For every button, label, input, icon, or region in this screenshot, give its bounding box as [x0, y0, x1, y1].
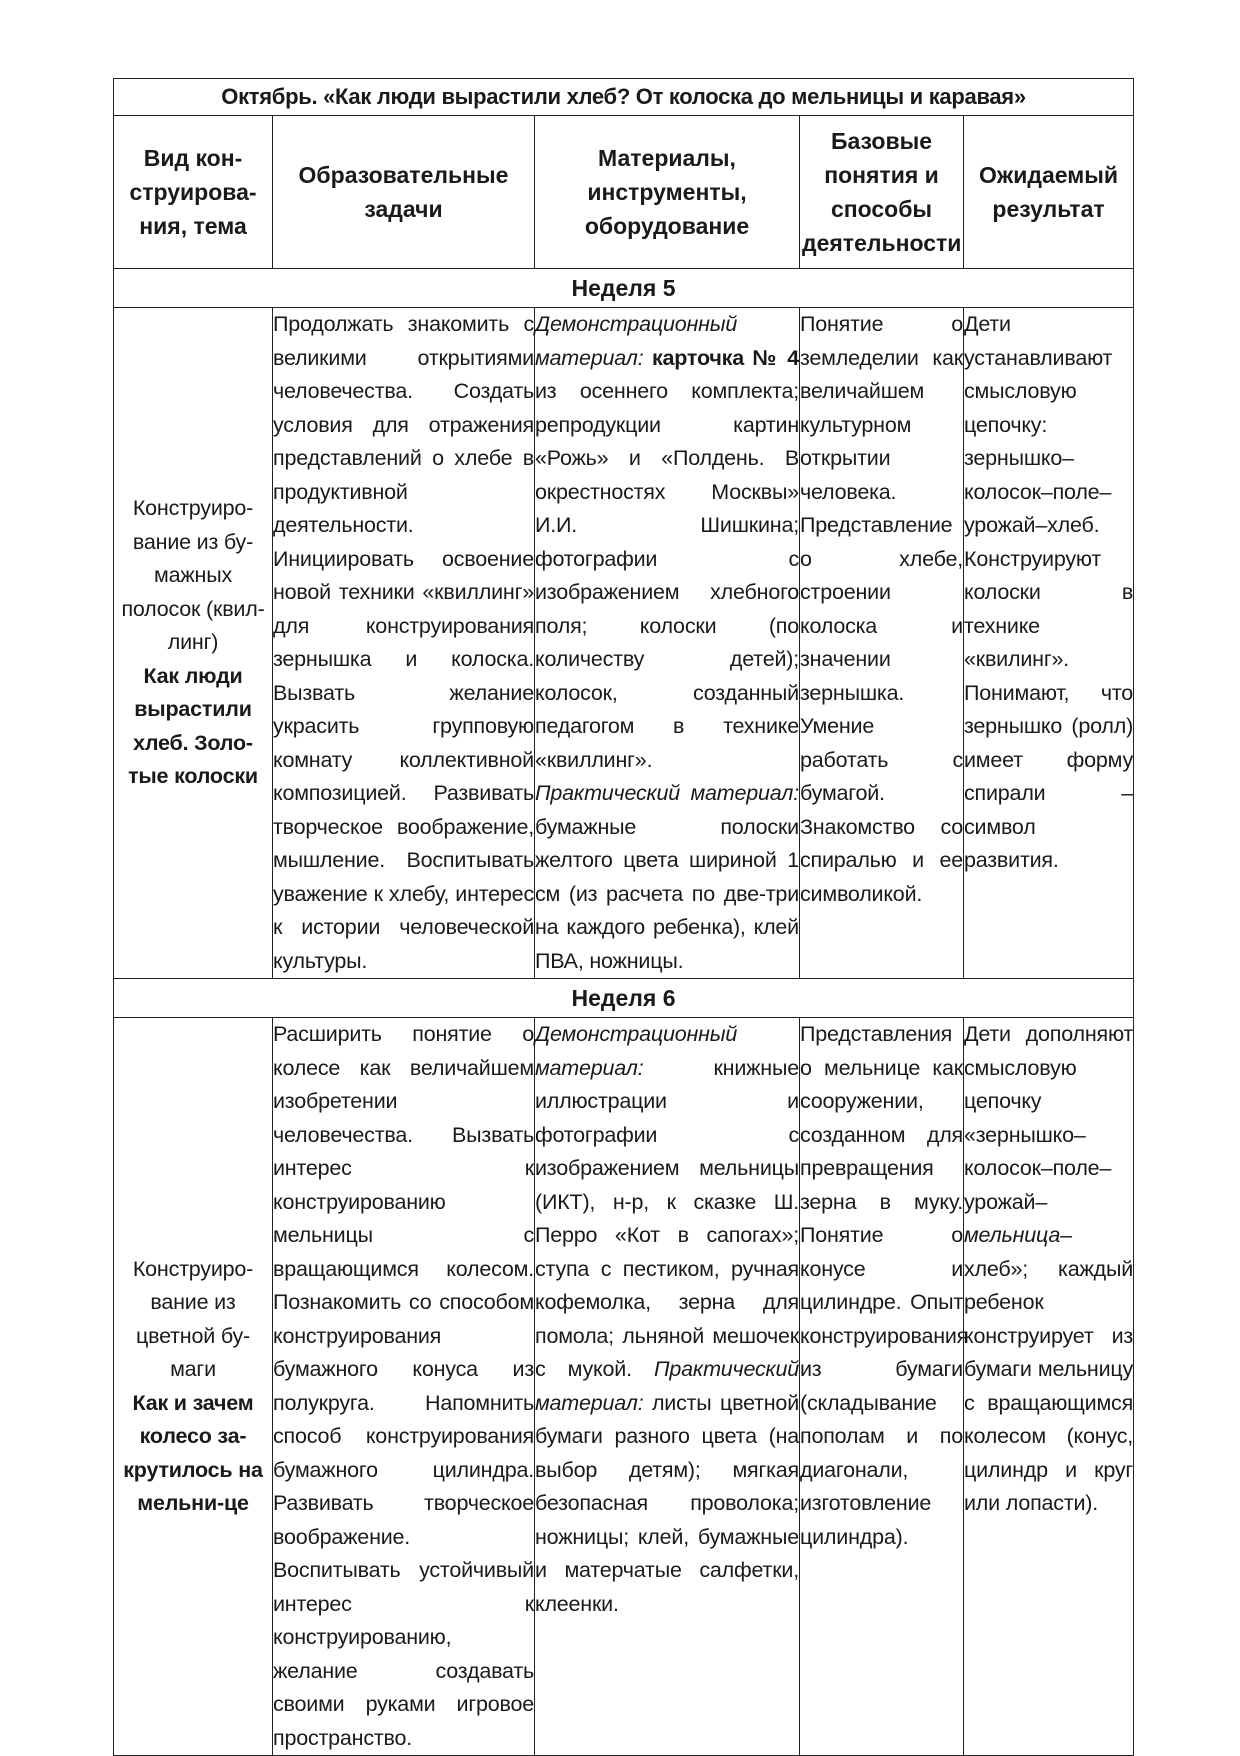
type-topic-cell — [114, 308, 273, 979]
practice-material-text: листы цветной бумаги разного цвета (на выбор детям); мягкая безопасная проволока; ножницы; клей, бумажные и матерчатые салфетки, клеенки. — [535, 1390, 799, 1616]
demo-material-label: Демонстрационный материал: — [535, 1022, 738, 1080]
week-label: Неделя 5 — [114, 269, 1134, 308]
materials-cell — [535, 1018, 800, 1756]
result-cell: Дети устанавливают смысловую цепочку: зернышко–колосок–поле–урожай–хлеб. Конструируют колоски в технике «квилинг». Понимают, что зернышко (ролл) имеет форму спирали – символ развития. — [964, 308, 1134, 979]
result-cell — [964, 1018, 1134, 1756]
lesson-plan-table — [113, 78, 1134, 1756]
practice-material-label: Практический материал: — [535, 1357, 799, 1415]
header-materials: Материалы, инструменты, оборудование — [535, 116, 800, 269]
materials-cell — [535, 308, 800, 979]
construction-type: Конструиро-вание из бу-мажных полосок (квил-линг) — [121, 496, 265, 655]
header-concepts: Базовые понятия и способы деятельности — [800, 116, 964, 269]
lesson-topic: Как и зачем колесо за-крутилось на мельни-це — [123, 1390, 263, 1515]
table-row — [114, 1018, 1134, 1756]
practice-material-label: Практический материал: — [535, 781, 799, 805]
table-title: Октябрь. «Как люди вырастили хлеб? От колоска до мельницы и каравая» — [114, 79, 1134, 116]
type-topic-cell — [114, 1018, 273, 1756]
construction-type: Конструиро-вание из цветной бу-маги — [132, 1256, 254, 1381]
demo-material-text: книжные иллюстрации и фотографии с изображением мельницы (ИКТ), н-р, к сказке Ш. Перро «Кот в сапогах»; ступа с пестиком, ручная кофемолка, зерна для помола; льняной мешочек с мукой. — [535, 1055, 799, 1381]
lesson-topic: Как люди вырастили хлеб. Золо-тые колоски — [128, 663, 258, 789]
header-type-topic: Вид кон-струирова-ния, тема — [114, 116, 273, 269]
header-tasks: Образовательные задачи — [273, 116, 535, 269]
concepts-cell: Представления о мельнице как сооружении, созданном для превращения зерна в муку. Понятие о конусе и цилиндре. Опыт конструирования из бумаги (складывание пополам и по диагонали, изготовление цилиндра). — [800, 1018, 964, 1756]
practice-material-text: бумажные полоски желтого цвета шириной 1 см (из расчета по две-три на каждого ребенка), клей ПВА, ножницы. — [535, 814, 799, 973]
header-result: Ожидаемый результат — [964, 116, 1134, 269]
title-row — [114, 79, 1134, 116]
demo-card: карточка № 4 — [651, 345, 799, 370]
demo-material-text: из осеннего комплекта; репродукции картин «Рожь» и «Полдень. В окрестностях Москвы» И.И. Шишкина; фотографии с изображением хлебного поля; колоски (по количеству детей); колосок, созданный педагогом в технике «квиллинг». — [535, 379, 799, 772]
result-text-start: Дети дополняют смысловую цепочку «зернышко–колосок–поле–урожай– — [964, 1022, 1134, 1214]
tasks-cell: Продолжать знакомить с великими открытиями человечества. Создать условия для отражения представлений о хлебе в продуктивной деятельности. Инициировать освоение новой техники «квиллинг» для конструирования зернышка и колоска. Вызвать желание украсить групповую комнату коллективной композицией. Развивать творческое воображение, мышление. Воспитывать уважение к хлебу, интерес к истории человеческой культуры. — [273, 308, 535, 979]
demo-material-label: Демонстрационный материал: — [535, 312, 738, 370]
concepts-cell: Понятие о земледелии как величайшем культурном открытии человека. Представление о хлебе, строении колоска и значении зернышка. Умение работать с бумагой. Знакомство со спиралью и ее символикой. — [800, 308, 964, 979]
week-label: Неделя 6 — [114, 979, 1134, 1018]
tasks-cell: Расширить понятие о колесе как величайшем изобретении человечества. Вызвать интерес к конструированию мельницы с вращающимся колесом. Познакомить со способом конструирования бумажного конуса из полукруга. Напомнить способ конструирования бумажного цилиндра. Развивать творческое воображение. Воспитывать устойчивый интерес к конструированию, желание создавать своими руками игровое пространство. — [273, 1018, 535, 1756]
header-row — [114, 116, 1134, 269]
result-text-italic: мельница — [964, 1223, 1061, 1247]
week-row — [114, 979, 1134, 1018]
result-text-end: –хлеб»; каждый ребенок конструирует из бумаги мельницу с вращающимся колесом (конус, цилиндр и круг или лопасти). — [964, 1223, 1134, 1515]
table-row — [114, 308, 1134, 979]
week-row — [114, 269, 1134, 308]
